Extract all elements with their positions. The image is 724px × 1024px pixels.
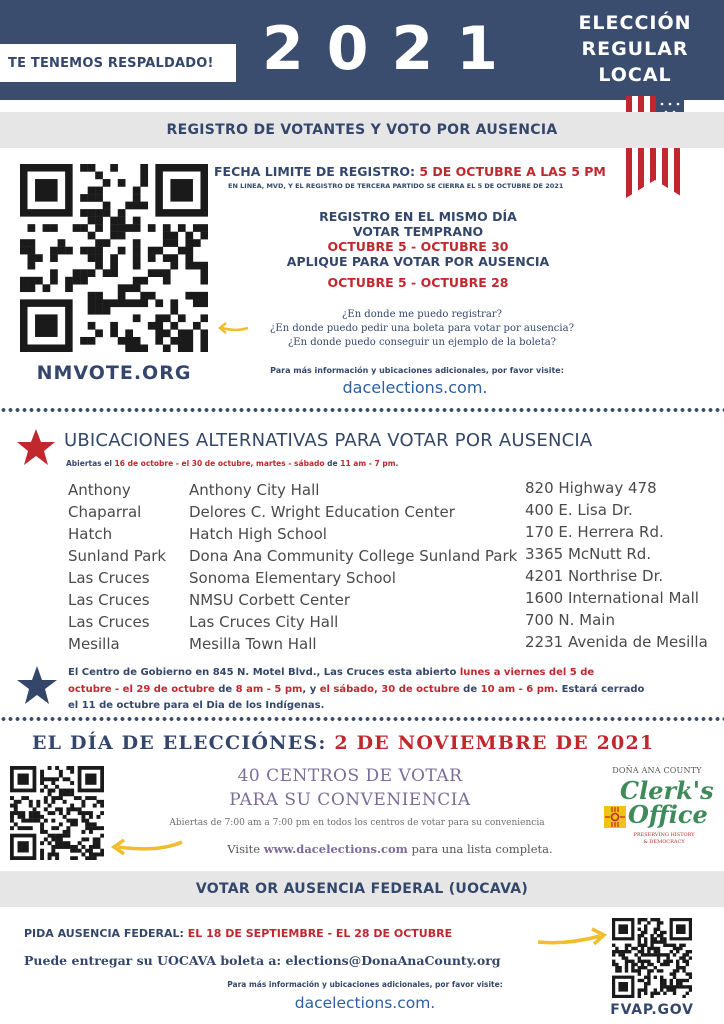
location-place: Delores C. Wright Education Center <box>189 503 455 521</box>
location-city: Hatch <box>68 525 113 543</box>
location-place: Mesilla Town Hall <box>189 635 317 653</box>
location-city: Las Cruces <box>68 613 150 631</box>
year-title: 2021 <box>262 14 521 84</box>
uocava-submit: Puede entregar su UOCAVA boleta a: elections@DonaAnaCounty.org <box>24 953 501 968</box>
arrow-left-icon <box>218 321 250 335</box>
registration-questions: ¿En donde me puedo registrar? ¿En donde puedo pedir una boleta para votar por ausencia? ¿En donde puedo conseguir un ejemplo de la boleta? <box>270 309 574 348</box>
location-addresses <box>525 477 715 653</box>
election-day-heading: EL DÍA DE ELECCIÓNES: 2 DE NOVIEMBRE DE 2021 <box>32 732 655 754</box>
election-visit: Visite www.dacelections.com para una lista completa. <box>227 842 553 856</box>
location-city: Chaparral <box>68 503 142 521</box>
dotted-divider <box>0 407 724 413</box>
location-place: Las Cruces City Hall <box>189 613 339 631</box>
location-city: Las Cruces <box>68 591 150 609</box>
location-city: Mesilla <box>68 635 120 653</box>
fvap-qr-code[interactable] <box>612 918 692 998</box>
arrow-right-icon <box>536 926 608 952</box>
location-cities <box>68 479 186 655</box>
more-info-text: Para más información y ubicaciones adicionales, por favor visite: <box>227 980 503 989</box>
dacelections-link[interactable]: dacelections.com. <box>342 378 488 397</box>
election-type: ELECCIÓN REGULAR LOCAL <box>578 12 692 86</box>
location-place: NMSU Corbett Center <box>189 591 351 609</box>
government-center-notice: El Centro de Gobierno en 845 N. Motel Blvd., Las Cruces esta abierto lunes a viernes del 5 de octubre - el 29 de octubre de 8 am - 5 pm, y el sábado, 30 de octubre de 10 am - 6 pm. Estará cerrado el 11 de octubre para el Dia de los Indígenas. <box>68 667 645 711</box>
uocava-band: VOTAR OR AUSENCIA FEDERAL (UOCAVA) <box>0 871 724 907</box>
more-info-text: Para más información y ubicaciones adicionales, por favor visite: <box>270 366 564 375</box>
dotted-divider <box>0 716 724 722</box>
location-city: Las Cruces <box>68 569 150 587</box>
registration-deadline: FECHA LIMITE DE REGISTRO: 5 DE OCTUBRE A LAS 5 PM <box>214 164 606 179</box>
location-address: 2231 Avenida de Mesilla <box>525 633 708 651</box>
alternative-title: UBICACIONES ALTERNATIVAS PARA VOTAR POR AUSENCIA <box>64 430 593 451</box>
same-day-heading: REGISTRO EN EL MISMO DÍA VOTAR TEMPRANO OCTUBRE 5 - OCTUBRE 30 APLIQUE PARA VOTAR POR AUSENCIA OCTUBRE 5 - OCTUBRE 28 <box>286 209 550 290</box>
federal-request: PIDA AUSENCIA FEDERAL: EL 18 DE SEPTIEMBRE - EL 28 DE OCTUBRE <box>24 927 453 940</box>
election-hours: Abiertas de 7:00 am a 7:00 pm en todos los centros de votar para su conveniencia <box>169 818 545 828</box>
location-address: 4201 Northrise Dr. <box>525 567 664 585</box>
registration-band: REGISTRO DE VOTANTES Y VOTO POR AUSENCIA <box>0 112 724 148</box>
deadline-note: EN LINEA, MVD, Y EL REGISTRO DE TERCERA PARTIDO SE CIERRA EL 5 DE OCTUBRE DE 2021 <box>228 182 564 190</box>
fvap-caption[interactable]: FVAP.GOV <box>610 1002 694 1018</box>
location-address: 400 E. Lisa Dr. <box>525 501 633 519</box>
alternative-hours: Abiertas el 16 de octobre - el 30 de octubre, martes - sábado de 11 am - 7 pm. <box>66 459 399 468</box>
location-address: 820 Highway 478 <box>525 479 657 497</box>
red-star-icon <box>16 428 56 466</box>
location-place: Dona Ana Community College Sunland Park <box>189 547 518 565</box>
location-address: 3365 McNutt Rd. <box>525 545 652 563</box>
dacelections-link[interactable]: dacelections.com. <box>294 994 436 1012</box>
clerks-office-logo: DOÑA ANA COUNTY Clerk's Office PRESERVING HISTORY & DEMOCRACY <box>602 766 706 856</box>
dacelections-qr-code[interactable] <box>10 766 104 860</box>
voting-centers-heading: 40 CENTROS DE VOTAR PARA SU CONVENIENCIA <box>229 766 471 810</box>
zia-sun-icon <box>604 806 626 828</box>
location-places <box>189 479 519 655</box>
arrow-left-icon <box>110 834 184 858</box>
nmvote-qr-code[interactable] <box>20 164 208 352</box>
location-place: Sonoma Elementary School <box>189 569 396 587</box>
location-address: 700 N. Main <box>525 611 615 629</box>
location-place: Hatch High School <box>189 525 327 543</box>
navy-star-icon <box>16 665 58 705</box>
nmvote-caption[interactable]: NMVOTE.ORG <box>36 362 192 384</box>
location-address: 170 E. Herrera Rd. <box>525 523 664 541</box>
tagline-banner: TE TENEMOS RESPALDADO! <box>0 44 236 82</box>
location-place: Anthony City Hall <box>189 481 320 499</box>
location-city: Sunland Park <box>68 547 167 565</box>
location-address: 1600 International Mall <box>525 589 699 607</box>
location-city: Anthony <box>68 481 131 499</box>
